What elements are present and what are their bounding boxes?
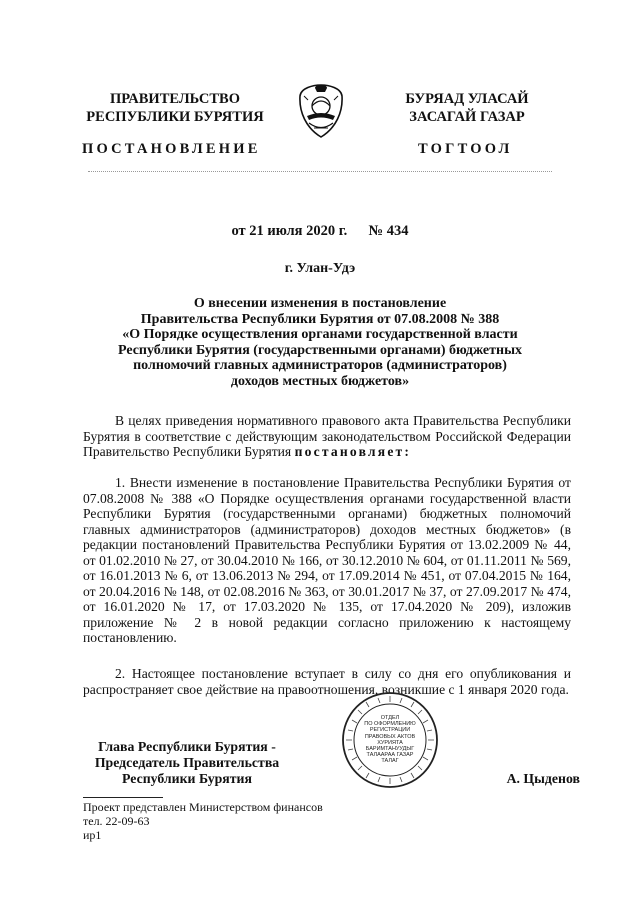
item-2: 2. Настоящее постановление вступает в силу со дня его опубликования и распространяет свое действие на правоотношения, возникшие с 1 января 2020 года.	[83, 666, 571, 697]
footer-rule	[83, 797, 163, 798]
preamble	[83, 413, 571, 460]
title-line: доходов местных бюджетов»	[230, 373, 410, 389]
document-number: № 434	[368, 223, 409, 239]
item-1: 1. Внести изменение в постановление Правительства Республики Бурятия от 07.08.2008 № 388 «О Порядке осуществления органами государственной власти Республики Бурятия (государственными органами) бюджетных полномочий главных администраторов (администраторов) доходов местных бюджетов» (в редакции постановлений Правительства Республики Бурятия от 13.02.2009 № 44, от 01.02.2010 № 27, от 30.04.2010 № 166, от 30.12.2010 № 604, от 01.11.2011 № 569, от 16.01.2013 № 6, от 13.06.2013 № 294, от 17.09.2014 № 451, от 07.04.2015 № 164, от 20.04.2016 № 148, от 02.08.2016 № 363, от 30.01.2017 № 37, от 27.09.2017 № 474, от 16.01.2020 № 17, от 17.03.2020 № 135, от 17.04.2020 № 209), изложив приложение № 2 в новой редакции согласно приложению к настоящему постановлению.	[83, 475, 571, 645]
footer-line: ир1	[83, 828, 102, 842]
footer-line: Проект представлен Министерством финансов	[83, 800, 323, 814]
header-left-line1: ПРАВИТЕЛЬСТВО	[110, 91, 240, 107]
signatory-position	[82, 739, 292, 787]
city: г. Улан-Удэ	[284, 261, 356, 276]
stamp-line: ОТДЕЛ	[380, 715, 400, 721]
title-line: «О Порядке осуществления органами государственной власти	[122, 327, 518, 342]
stamp-text	[358, 715, 422, 765]
title-line: Республики Бурятия (государственными органами) бюджетных	[117, 342, 523, 358]
date-line	[0, 223, 640, 240]
document-date: от 21 июля 2020 г.	[231, 223, 348, 239]
stamp-line: ПРАВОВЫХ АКТОВ	[364, 733, 416, 740]
doc-type-left: ПОСТАНОВЛЕНИЕ	[82, 141, 261, 157]
stamp-line: ТАЛААРАА ГАЗАР	[366, 752, 414, 759]
position-line: Глава Республики Бурятия -	[98, 739, 276, 754]
stamp-line: РЕГИСТРАЦИИ	[369, 727, 411, 734]
header-right-line2: ЗАСАГАЙ ГАЗАР	[409, 109, 525, 125]
header-divider	[88, 171, 552, 174]
title-line: О внесении изменения в постановление	[193, 296, 447, 311]
stamp-line: БАРИМТАНУУДЫГ	[365, 746, 415, 753]
position-line: Республики Бурятия	[122, 771, 252, 786]
decree-word: постановляет:	[294, 444, 412, 459]
footer-line: тел. 22-09-63	[83, 814, 150, 828]
stamp-line: ХУРИЯТА	[377, 739, 403, 746]
header-left	[80, 90, 270, 126]
coat-of-arms-icon	[296, 82, 346, 140]
header-right-line1: БУРЯАД УЛАСАЙ	[405, 91, 529, 107]
document-title	[80, 296, 560, 389]
header-left-line2: РЕСПУБЛИКИ БУРЯТИЯ	[86, 109, 264, 125]
official-seal-stamp	[340, 690, 440, 790]
position-line: Председатель Правительства	[94, 755, 280, 770]
title-line: Правительства Республики Бурятия от 07.08.2008 № 388	[140, 311, 500, 327]
header-right	[372, 90, 562, 126]
signatory-name: А. Цыденов	[506, 771, 580, 786]
doc-type-right: ТОГТООЛ	[418, 141, 513, 157]
stamp-line: ТАЛАГ	[381, 758, 399, 765]
footer-note	[83, 800, 383, 842]
preamble-text: В целях приведения нормативного правового акта Правительства Республики Бурятия в соответствие с действующим законодательством Российской Федерации Правительство Республики Бурятия	[83, 413, 571, 459]
stamp-line: ПО ОФОРМЛЕНИЮ	[364, 721, 416, 728]
title-line: полномочий главных администраторов (администраторов)	[133, 358, 507, 373]
